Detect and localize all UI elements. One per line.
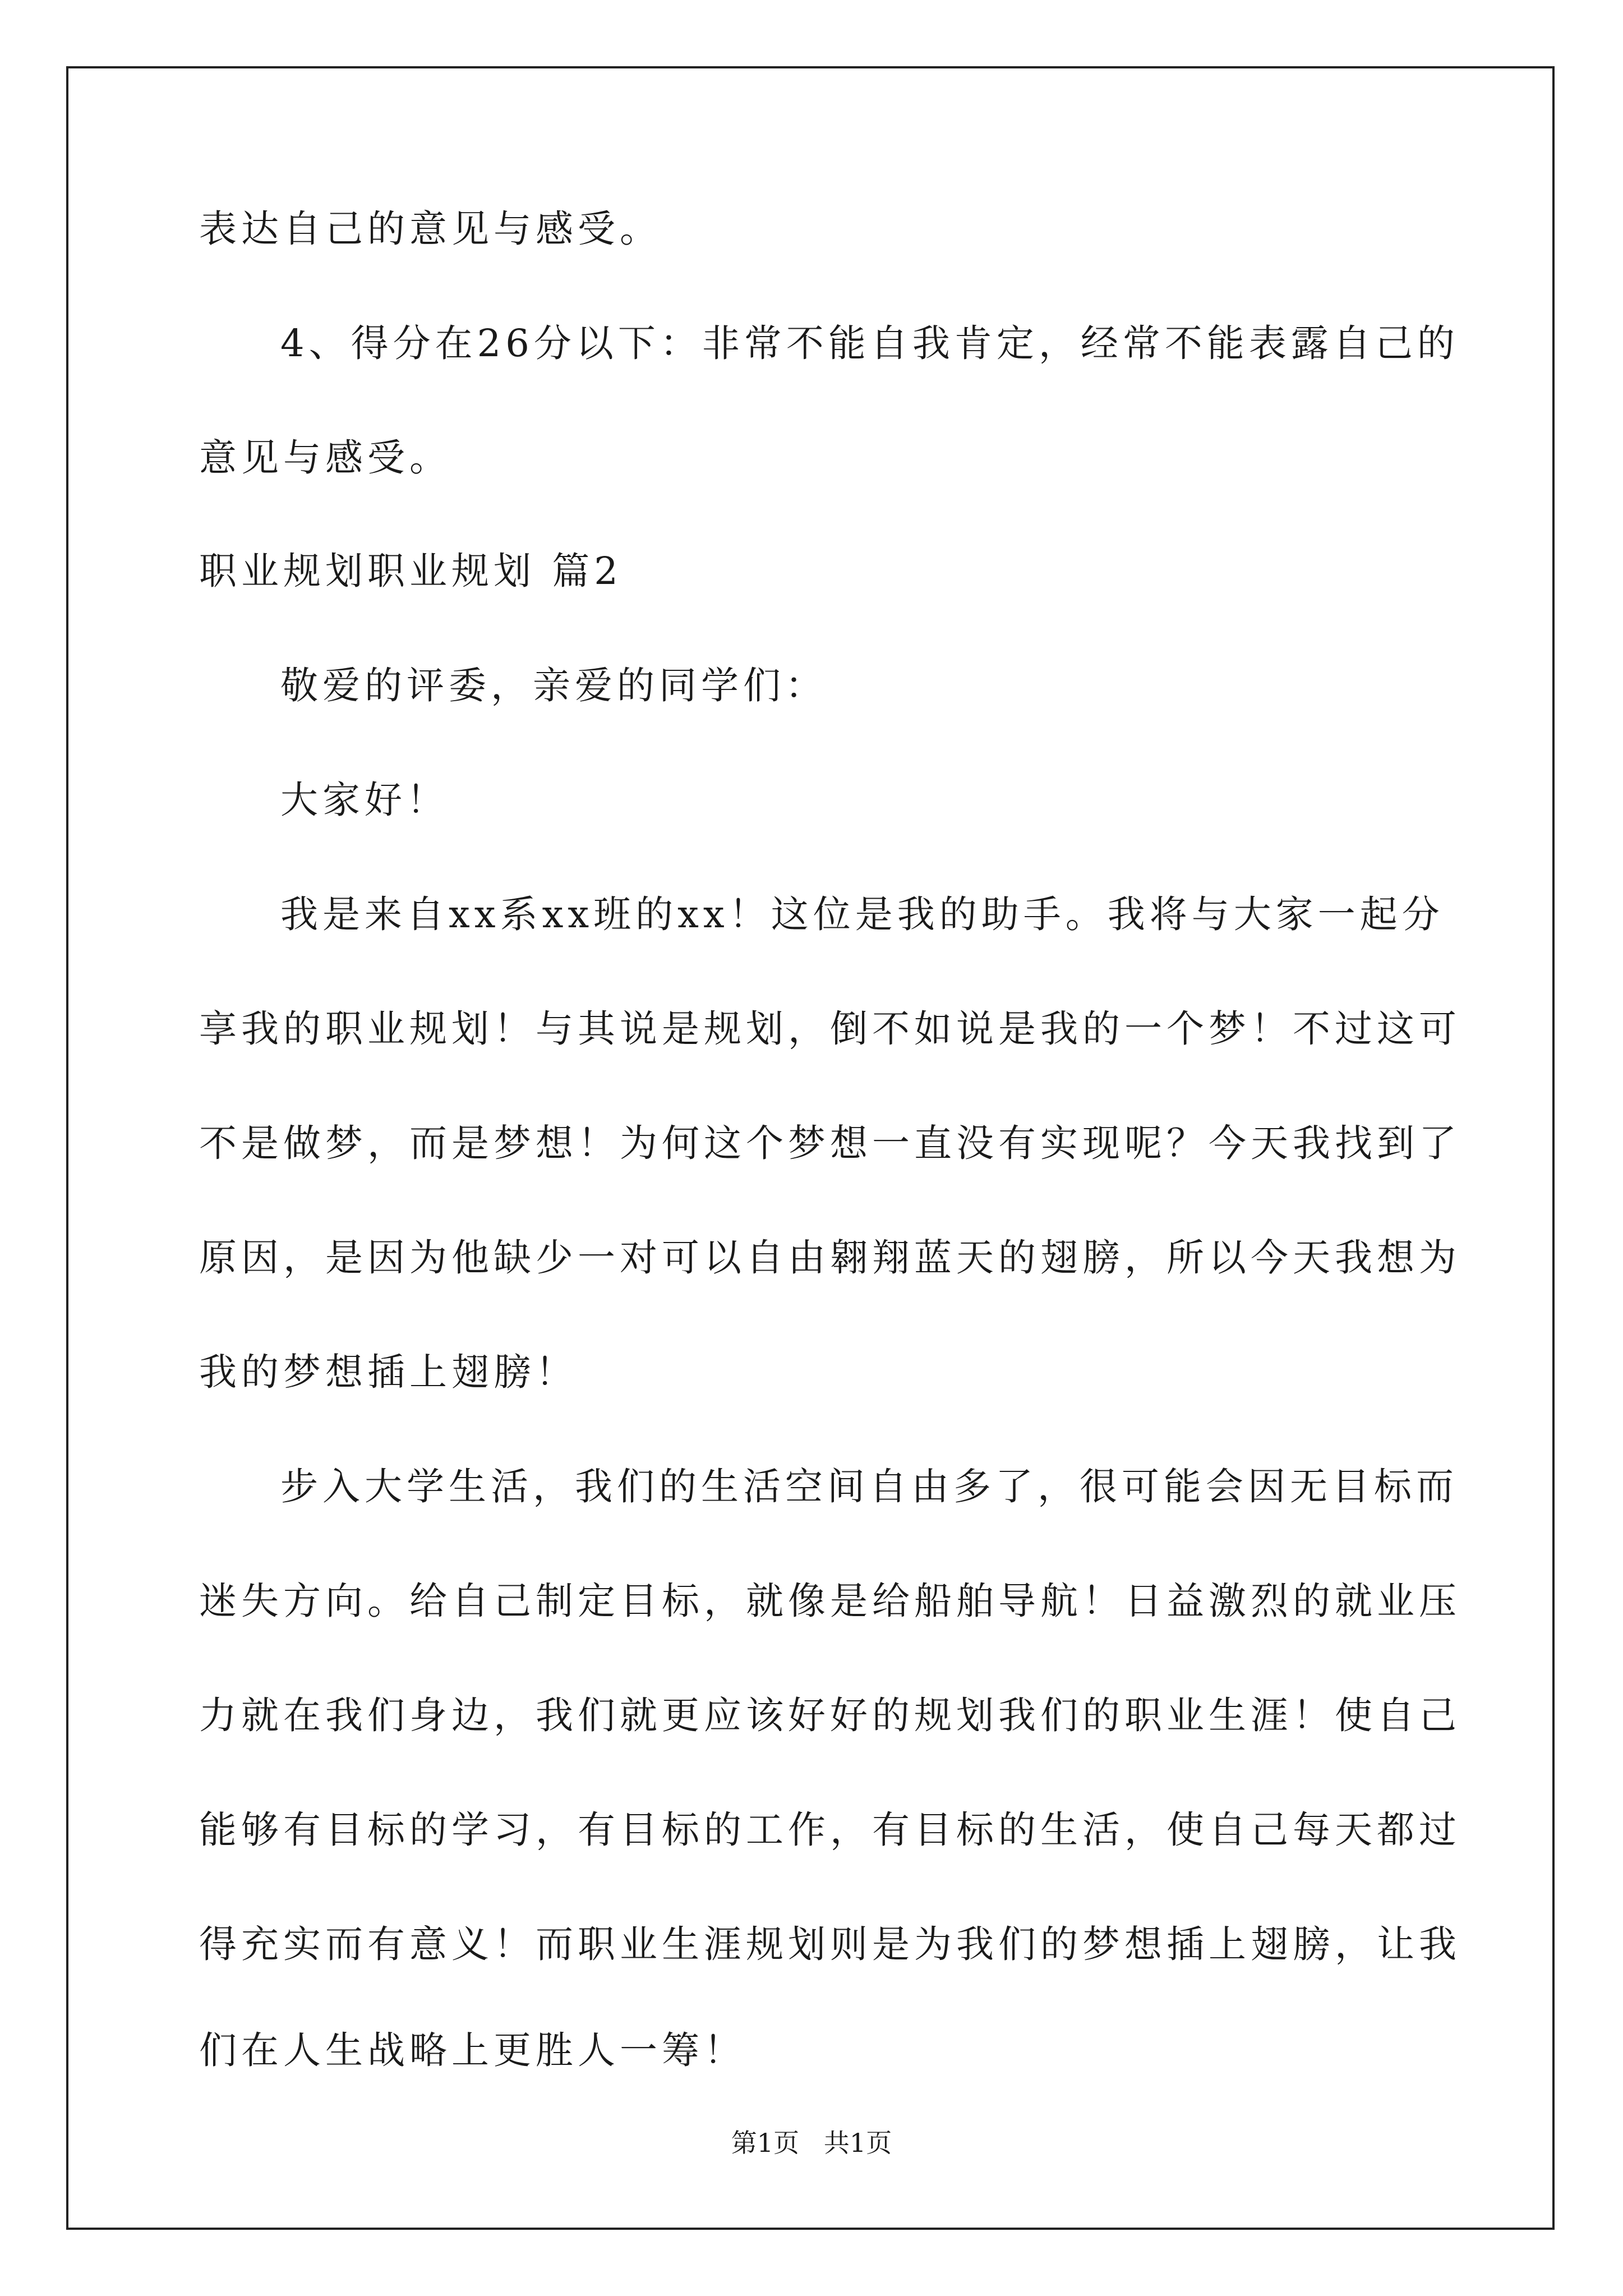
paragraph-line: 原因，是因为他缺少一对可以自由翱翔蓝天的翅膀，所以今天我想为 <box>199 1236 1461 1280</box>
section-heading: 职业规划职业规划 篇2 <box>199 549 623 593</box>
paragraph-line: 得充实而有意义！而职业生涯规划则是为我们的梦想插上翅膀，让我 <box>199 1922 1461 1966</box>
paragraph-line: 4、得分在26分以下：非常不能自我肯定，经常不能表露自己的 <box>280 321 1459 365</box>
page-footer: 第1页 共1页 <box>731 2128 892 2158</box>
paragraph-line: 迷失方向。给自己制定目标，就像是给船舶导航！日益激烈的就业压 <box>199 1579 1461 1623</box>
paragraph-line: 能够有目标的学习，有目标的工作，有目标的生活，使自己每天都过 <box>199 1808 1461 1852</box>
paragraph-line: 大家好！ <box>280 778 449 822</box>
paragraph-line: 我的梦想插上翅膀！ <box>199 1350 578 1394</box>
paragraph-line: 敬爱的评委，亲爱的同学们： <box>280 664 827 707</box>
paragraph-line: 步入大学生活，我们的生活空间自由多了，很可能会因无目标而 <box>280 1465 1458 1508</box>
paragraph-line: 我是来自xx系xx班的xx！这位是我的助手。我将与大家一起分 <box>280 892 1444 936</box>
paragraph-line: 意见与感受。 <box>199 436 451 480</box>
paragraph-line: 力就在我们身边，我们就更应该好好的规划我们的职业生涯！使自己 <box>199 1694 1461 1737</box>
paragraph-line: 不是做梦，而是梦想！为何这个梦想一直没有实现呢？今天我找到了 <box>199 1121 1461 1165</box>
paragraph-line: 享我的职业规划！与其说是规划，倒不如说是我的一个梦！不过这可 <box>199 1007 1461 1051</box>
paragraph-line: 们在人生战略上更胜人一筹！ <box>199 2028 746 2072</box>
paragraph-line: 表达自己的意见与感受。 <box>199 207 662 251</box>
